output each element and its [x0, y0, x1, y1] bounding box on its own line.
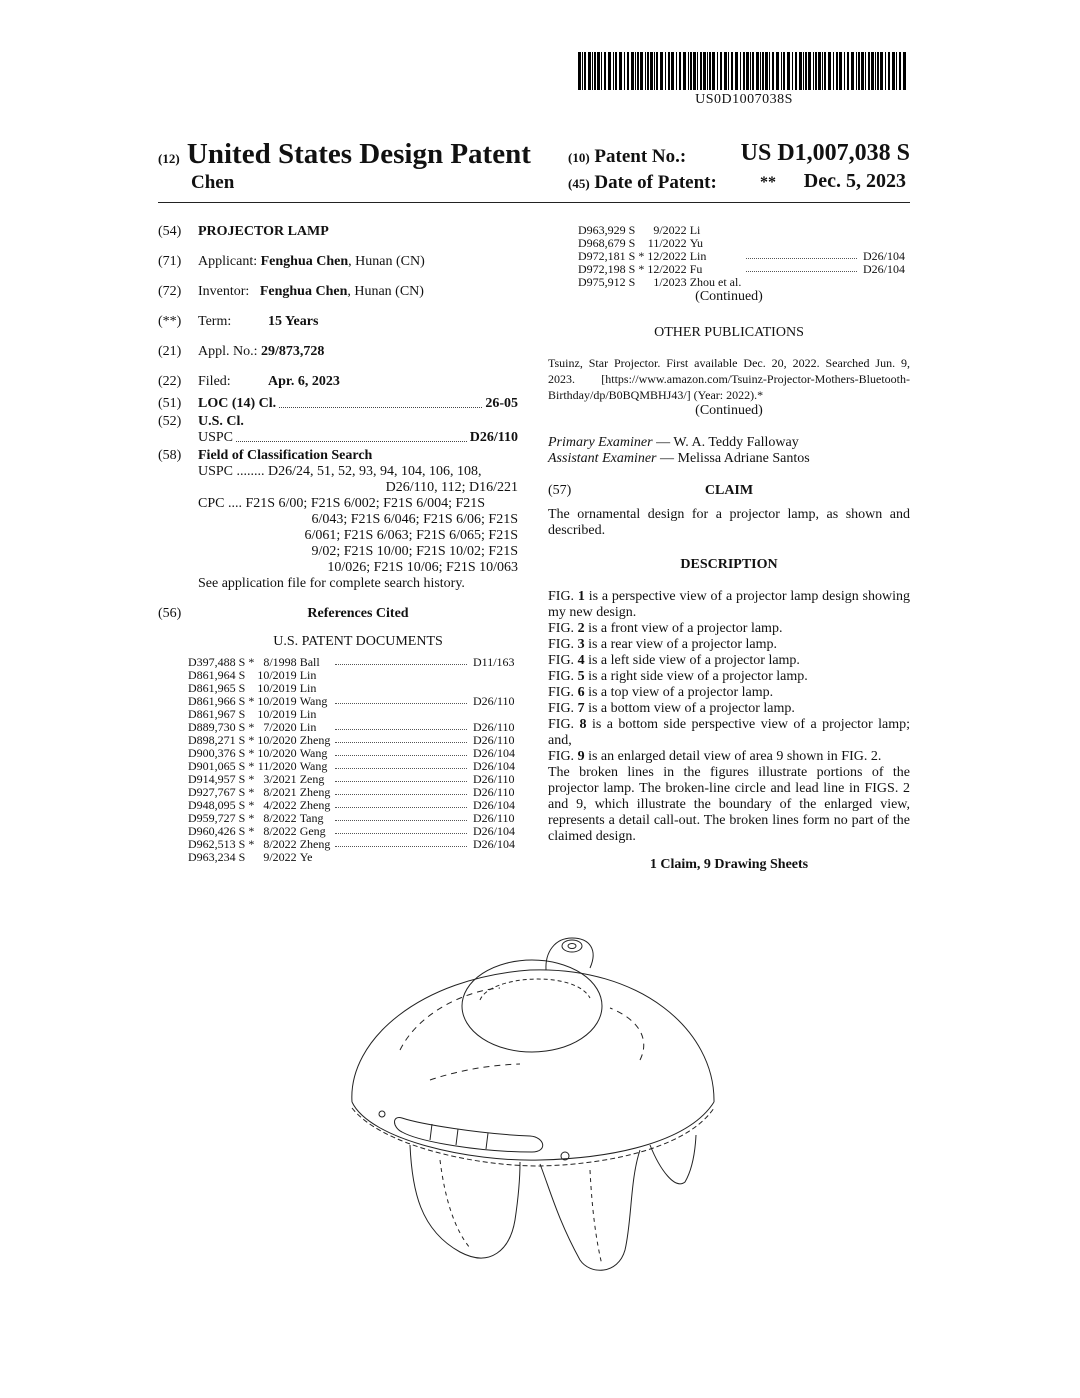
barcode-bar: [735, 52, 738, 90]
ref-star: *: [248, 746, 255, 760]
ref-star: *: [248, 811, 255, 825]
ref-name: Lin: [299, 720, 317, 734]
ref-date: 1/2023: [653, 275, 687, 289]
barcode-bar: [865, 52, 866, 90]
ref-date: 10/2019: [257, 707, 297, 721]
ref-name: Zheng: [299, 733, 331, 747]
barcode-bar: [795, 52, 797, 90]
barcode-bar: [604, 52, 606, 90]
left-column: [158, 224, 518, 864]
barcode-bar: [760, 52, 761, 90]
barcode-bar: [787, 52, 790, 90]
figure-description: FIG. 6 is a top view of a projector lamp.: [548, 685, 774, 700]
ref-number: D948,095 S: [188, 798, 246, 812]
references-table-right: [578, 224, 908, 289]
references-table-left: [188, 656, 518, 864]
barcode-bar: [877, 52, 879, 90]
barcode-bar: [703, 52, 706, 90]
barcode-bar: [896, 52, 897, 90]
ref-star: [638, 276, 647, 289]
reference-row: [578, 276, 908, 289]
barcode-bar: [844, 52, 845, 90]
ref-leader: [744, 237, 863, 250]
ref-name: Wang: [299, 694, 328, 708]
barcode-bar: [592, 52, 593, 90]
ref-date: 10/2019: [257, 668, 297, 682]
field-52: (52) U.S. Cl. USPC D26/110: [158, 414, 518, 445]
barcode-bar: [828, 52, 831, 90]
barcode-bar: [847, 52, 849, 90]
projector-lamp-drawing: [340, 930, 730, 1290]
ref-class: D26/104: [473, 837, 515, 851]
barcode-bar: [720, 52, 722, 90]
ref-class: D26/104: [473, 798, 515, 812]
broken-lines-note: The broken lines in the figures illustrate portions of the projector lamp. The broken-line circle and lead line in FIGS. 2 and 9, which illustrate the boundary of the enlarged view, represents a detail call-out. The broken lines form no part of the claimed design.: [548, 765, 910, 844]
ref-name: Zheng: [299, 785, 331, 799]
ref-name: Yu: [689, 236, 704, 250]
ref-class: D26/110: [473, 733, 515, 747]
ref-date: 8/1998: [263, 655, 297, 669]
ref-number: D861,964 S: [188, 668, 246, 682]
ref-class: D26/110: [473, 720, 515, 734]
barcode-bar: [635, 52, 636, 90]
figure-description: FIG. 8 is a bottom side perspective view of a projector lamp; and,: [548, 717, 910, 748]
inventor-surname: Chen: [191, 172, 235, 193]
ref-class: D26/104: [473, 746, 515, 760]
ref-name: Wang: [299, 759, 328, 773]
reference-row: [188, 851, 518, 864]
ref-leader: [333, 721, 473, 734]
barcode-bar: [750, 52, 751, 90]
ref-date: 12/2022: [647, 249, 687, 263]
ref-class: D26/110: [473, 772, 515, 786]
barcode-bar: [892, 52, 895, 90]
other-publication: Tsuinz, Star Projector. First available Dec. 20, 2022. Searched Jun. 9, 2023. [https://www.amazon.com/Tsuinz-Projector-Mothers-Bluetooth-Birthday/dp/B0BQMBHJ43/] (Year: 2022).*: [548, 356, 910, 402]
barcode-bar: [624, 52, 625, 90]
ref-leader: [333, 747, 473, 760]
ref-star: [248, 851, 257, 864]
ref-number: D914,957 S: [188, 772, 246, 786]
ref-number: D968,679 S: [578, 236, 636, 250]
ref-leader: [333, 851, 473, 864]
ref-number: D927,767 S: [188, 785, 246, 799]
ref-name: Li: [689, 223, 701, 237]
ref-number: D889,730 S: [188, 720, 246, 734]
ref-number: D975,912 S: [578, 275, 636, 289]
ref-date: 8/2022: [263, 837, 297, 851]
barcode-bar: [601, 52, 602, 90]
ref-date: 9/2022: [263, 850, 297, 864]
barcode-bar: [776, 52, 779, 90]
barcode-bar: [815, 52, 817, 90]
filed-date: Apr. 6, 2023: [268, 374, 340, 389]
ref-name: Zheng: [299, 798, 331, 812]
ref-number: D962,513 S: [188, 837, 246, 851]
barcode-bar: [679, 52, 681, 90]
barcode-bar: [700, 52, 702, 90]
ref-date: 12/2022: [647, 262, 687, 276]
barcode-bar: [769, 52, 770, 90]
ref-number: D963,929 S: [578, 223, 636, 237]
barcode-bar: [765, 52, 768, 90]
barcode-bar: [752, 52, 754, 90]
barcode-bar: [803, 52, 804, 90]
ref-star: *: [248, 824, 255, 838]
patent-title-line: [158, 138, 531, 171]
figure-description: FIG. 5 is a right side view of a projector lamp.: [548, 669, 808, 684]
barcode-bar: [688, 52, 689, 90]
barcode-bar: [858, 52, 860, 90]
figure-description: FIG. 3 is a rear view of a projector lamp.: [548, 637, 777, 652]
barcode-bar: [839, 52, 842, 90]
barcode-bar: [724, 52, 727, 90]
pubs-continued: (Continued): [695, 403, 763, 418]
patent-no-label: (10) Patent No.:: [568, 146, 687, 167]
field-51: (51) LOC (14) Cl. 26-05: [158, 396, 518, 411]
ref-leader: [744, 224, 863, 237]
design-title: PROJECTOR LAMP: [198, 224, 329, 239]
field-72: (72) Inventor: Fenghua Chen, Hunan (CN): [158, 284, 424, 299]
barcode-bar: [671, 52, 674, 90]
ref-star: *: [638, 249, 645, 263]
inid-10: (10): [568, 150, 590, 165]
barcode-bar: [813, 52, 814, 90]
barcode-bar: [690, 52, 692, 90]
barcode-bar: [608, 52, 611, 90]
barcode-bar: [613, 52, 614, 90]
ref-name: Wang: [299, 746, 328, 760]
ref-name: Ye: [299, 850, 313, 864]
barcode-bar: [781, 52, 782, 90]
ref-leader: [333, 669, 473, 682]
barcode-bar: [631, 52, 634, 90]
ref-date: 4/2022: [263, 798, 297, 812]
barcode-bar: [654, 52, 655, 90]
patent-date: Dec. 5, 2023: [803, 170, 906, 192]
barcode-bar: [717, 52, 718, 90]
appl-no: 29/873,728: [261, 344, 325, 359]
ref-number: D960,426 S: [188, 824, 246, 838]
ref-star: [248, 669, 257, 682]
barcode-bar: [783, 52, 785, 90]
ref-leader: [333, 812, 473, 825]
barcode-bar: [615, 52, 617, 90]
barcode-bar: [792, 52, 793, 90]
ref-class: [863, 224, 908, 237]
ref-date: 11/2020: [257, 759, 297, 773]
barcode-bar: [656, 52, 658, 90]
claim-heading: (57) CLAIM: [548, 483, 754, 498]
assistant-examiner: Assistant Examiner — Melissa Adriane Santos: [548, 451, 810, 466]
barcode-bar: [668, 52, 670, 90]
ref-number: D972,198 S: [578, 262, 636, 276]
primary-examiner: Primary Examiner — W. A. Teddy Falloway: [548, 435, 799, 450]
barcode-bar: [619, 52, 622, 90]
barcode-bar: [627, 52, 629, 90]
ref-class: [473, 669, 518, 682]
barcode-bar: [808, 52, 811, 90]
ref-leader: [333, 695, 473, 708]
ref-leader: [333, 734, 473, 747]
barcode-bar: [637, 52, 639, 90]
ref-class: D26/104: [863, 249, 905, 263]
ref-star: *: [248, 772, 255, 786]
ref-number: D900,376 S: [188, 746, 246, 760]
barcode-bar: [861, 52, 864, 90]
ref-star: *: [248, 759, 255, 773]
ref-leader: [333, 682, 473, 695]
claims-summary: 1 Claim, 9 Drawing Sheets: [649, 857, 809, 872]
ref-star: *: [248, 720, 255, 734]
ref-name: Lin: [299, 707, 317, 721]
ref-class: [863, 276, 908, 289]
ref-class: D26/110: [473, 785, 515, 799]
barcode-bar: [731, 52, 733, 90]
ref-date: 9/2022: [653, 223, 687, 237]
field-54: (54) PROJECTOR LAMP: [158, 224, 518, 240]
ref-number: D861,966 S: [188, 694, 246, 708]
barcode-bar: [584, 52, 586, 90]
ref-class: D26/110: [473, 811, 515, 825]
ref-leader: [744, 276, 863, 289]
ref-number: D397,488 S: [188, 655, 246, 669]
ref-class: D11/163: [473, 655, 515, 669]
ref-name: Fu: [689, 262, 703, 276]
ref-star: *: [248, 837, 255, 851]
barcode-bar: [582, 52, 583, 90]
description-lines: [548, 589, 910, 765]
claim-text: The ornamental design for a projector lamp, as shown and described.: [548, 507, 910, 538]
barcode-bar: [818, 52, 821, 90]
figure-description: FIG. 9 is an enlarged detail view of area 9 shown in FIG. 2.: [548, 749, 882, 764]
ref-date: 7/2020: [263, 720, 297, 734]
ref-name: Zeng: [299, 772, 325, 786]
barcode-bar: [740, 52, 741, 90]
ref-date: 10/2020: [257, 733, 297, 747]
barcode-bar: [836, 52, 838, 90]
barcode-bar: [647, 52, 649, 90]
barcode: [578, 52, 910, 90]
field-71: (71) Applicant: Fenghua Chen, Hunan (CN): [158, 254, 425, 269]
term-value: 15 Years: [268, 314, 319, 329]
field-58: (58) Field of Classification Search USPC ........ D26/24, 51, 52, 93, 94, 104, 106, 108, D26/110, 112; D16/221 CPC .... F21S 6/00; F21S 6/002; F21S 6/004; F21S 6/043; F21S 6/046; F21S 6/06; F21S 6/061; F21S 6/063; F21S 6/065; F21S 9/02; F21S 10/00; F21S 10/02; F21S 10/026; F21S 10/06; F21S 10/063 See application file for complete search history.: [158, 448, 518, 591]
barcode-bar: [594, 52, 596, 90]
barcode-bar: [640, 52, 643, 90]
ref-class: D26/104: [863, 262, 905, 276]
barcode-bar: [833, 52, 834, 90]
term-stars: **: [760, 174, 776, 191]
barcode-bar: [578, 52, 581, 90]
barcode-bar: [875, 52, 876, 90]
barcode-number: US0D1007038S: [695, 92, 793, 107]
barcode-bar: [805, 52, 807, 90]
barcode-bar: [676, 52, 677, 90]
field-21: (21) Appl. No.: 29/873,728: [158, 344, 325, 359]
ref-leader: [744, 250, 863, 263]
barcode-bar: [871, 52, 874, 90]
ref-name: Zhou et al.: [689, 275, 742, 289]
field-22: (22) Filed: Apr. 6, 2023: [158, 374, 340, 389]
barcode-bar: [903, 52, 906, 90]
ref-name: Zheng: [299, 837, 331, 851]
ref-leader: [333, 773, 473, 786]
refs-continued: (Continued): [695, 289, 763, 304]
barcode-bar: [693, 52, 696, 90]
ref-star: *: [248, 733, 255, 747]
patent-number: US D1,007,038 S: [740, 140, 910, 166]
ref-date: 11/2022: [647, 236, 687, 250]
description-heading: DESCRIPTION: [680, 557, 778, 572]
ref-number: D861,967 S: [188, 707, 246, 721]
loc-class: 26-05: [485, 396, 518, 411]
barcode-bar: [868, 52, 870, 90]
ref-class: D26/104: [473, 759, 515, 773]
barcode-bar: [856, 52, 857, 90]
ref-name: Lin: [299, 668, 317, 682]
ref-date: 10/2020: [257, 746, 297, 760]
inid-45: (45): [568, 176, 590, 191]
ref-leader: [333, 760, 473, 773]
barcode-bar: [756, 52, 759, 90]
barcode-bar: [665, 52, 666, 90]
us-class: D26/110: [469, 430, 518, 445]
ref-number: D861,965 S: [188, 681, 246, 695]
barcode-bar: [709, 52, 711, 90]
ref-number: D959,727 S: [188, 811, 246, 825]
barcode-bar: [597, 52, 600, 90]
ref-leader: [744, 263, 863, 276]
ref-date: 8/2022: [263, 824, 297, 838]
ref-number: D972,181 S: [578, 249, 636, 263]
ref-star: *: [638, 262, 645, 276]
ref-star: [638, 224, 647, 237]
barcode-bar: [650, 52, 653, 90]
barcode-bar: [799, 52, 802, 90]
other-publications-heading: OTHER PUBLICATIONS: [654, 325, 804, 340]
figure-description: FIG. 4 is a left side view of a projector lamp.: [548, 653, 800, 668]
ref-date: 10/2019: [257, 694, 297, 708]
ref-leader: [333, 786, 473, 799]
right-column: [548, 224, 910, 873]
barcode-bar: [822, 52, 823, 90]
ref-name: Lin: [689, 249, 707, 263]
barcode-bar: [683, 52, 686, 90]
figure-description: FIG. 2 is a front view of a projector lamp.: [548, 621, 783, 636]
ref-date: 8/2022: [263, 811, 297, 825]
ref-class: D26/110: [473, 694, 515, 708]
ref-name: Ball: [299, 655, 320, 669]
barcode-bar: [728, 52, 729, 90]
ref-leader: [333, 838, 473, 851]
barcode-bar: [697, 52, 698, 90]
ref-date: 10/2019: [257, 681, 297, 695]
figure-description: FIG. 7 is a bottom view of a projector lamp.: [548, 701, 795, 716]
barcode-bar: [707, 52, 708, 90]
ref-date: 3/2021: [263, 772, 297, 786]
inid-12: (12): [158, 151, 180, 166]
barcode-bar: [645, 52, 646, 90]
barcode-bar: [824, 52, 826, 90]
field-term: (**) Term: 15 Years: [158, 314, 319, 329]
document-type: United States Design Patent: [186, 138, 531, 170]
ref-leader: [333, 708, 473, 721]
barcode-bar: [743, 52, 745, 90]
barcode-bar: [588, 52, 591, 90]
inventor-name: Fenghua Chen: [259, 284, 348, 299]
figure-description: FIG. 1 is a perspective view of a projector lamp design showing my new design.: [548, 589, 910, 620]
ref-leader: [333, 825, 473, 838]
header-rule: [158, 202, 910, 203]
barcode-bar: [660, 52, 663, 90]
applicant-name: Fenghua Chen: [260, 254, 349, 269]
barcode-bar: [762, 52, 764, 90]
barcode-bar: [899, 52, 901, 90]
field-56: (56) References Cited U.S. PATENT DOCUMENTS: [158, 606, 443, 649]
ref-name: Tang: [299, 811, 324, 825]
ref-class: D26/104: [473, 824, 515, 838]
barcode-bar: [772, 52, 774, 90]
barcode-bar: [880, 52, 883, 90]
ref-star: *: [248, 655, 255, 669]
ref-star: *: [248, 694, 255, 708]
ref-number: D901,065 S: [188, 759, 246, 773]
barcode-bar: [746, 52, 749, 90]
ref-name: Lin: [299, 681, 317, 695]
barcode-bar: [712, 52, 715, 90]
barcode-bar: [885, 52, 886, 90]
ref-leader: [333, 799, 473, 812]
ref-star: *: [248, 798, 255, 812]
ref-number: D963,234 S: [188, 850, 246, 864]
ref-name: Geng: [299, 824, 326, 838]
barcode-bar: [851, 52, 854, 90]
barcode-bar: [888, 52, 890, 90]
ref-leader: [333, 656, 473, 669]
date-label: (45) Date of Patent:: [568, 172, 717, 193]
ref-star: *: [248, 785, 255, 799]
ref-number: D898,271 S: [188, 733, 246, 747]
ref-date: 8/2021: [263, 785, 297, 799]
ref-class: [473, 851, 518, 864]
